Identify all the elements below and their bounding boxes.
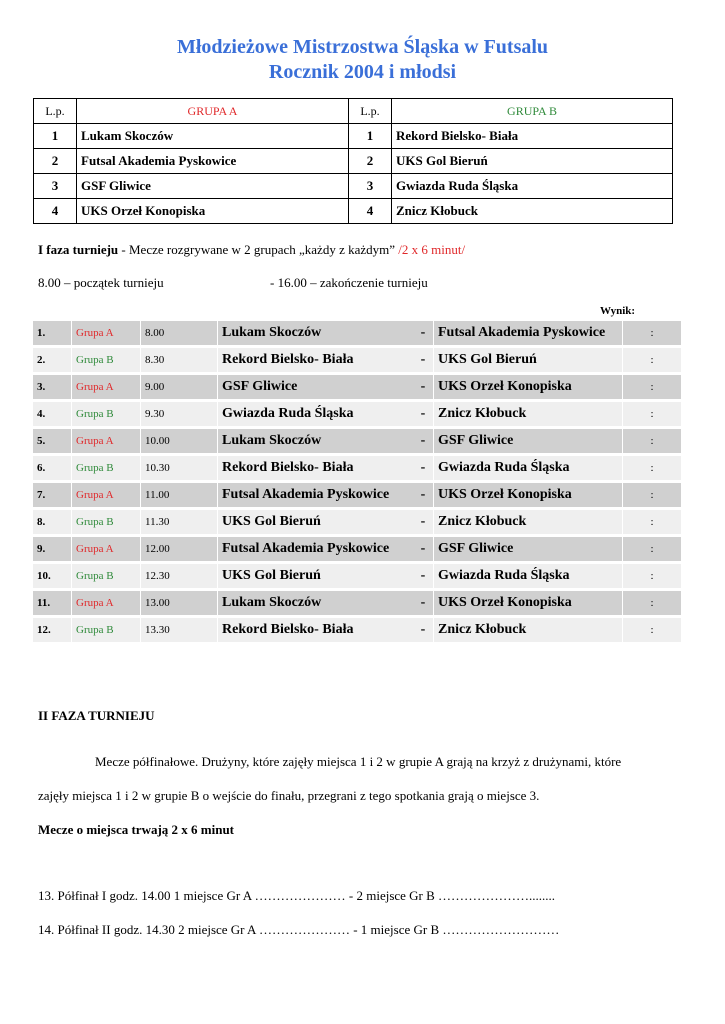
phase2-paragraph-line2: zajęły miejsca 1 i 2 w grupie B o wejście do finału, przegrani z tego spotkania grają o miejsce 3. — [38, 788, 540, 803]
home-team: Lukam Skoczów — [217, 429, 413, 453]
match-time: 11.30 — [140, 510, 217, 534]
match-number: 3. — [33, 375, 71, 399]
group-b-position: 4 — [349, 199, 392, 224]
match-row — [33, 402, 681, 426]
page-title: Młodzieżowe Mistrzostwa Śląska w Futsalu — [176, 36, 549, 58]
match-group: Grupa B — [71, 402, 140, 426]
home-team: Lukam Skoczów — [217, 591, 413, 615]
match-number: 5. — [33, 429, 71, 453]
matches-table — [33, 318, 681, 645]
match-time: 8.30 — [140, 348, 217, 372]
group-a-position: 2 — [34, 149, 77, 174]
match-number: 4. — [33, 402, 71, 426]
away-team: Znicz Kłobuck — [433, 618, 622, 642]
group-b-team: UKS Gol Bieruń — [392, 149, 673, 174]
home-team: GSF Gliwice — [217, 375, 413, 399]
groups-table — [33, 98, 673, 224]
match-dash: - — [413, 402, 433, 426]
match-number: 8. — [33, 510, 71, 534]
match-dash: - — [413, 483, 433, 507]
match-row — [33, 375, 681, 399]
match-score: : — [622, 429, 681, 453]
group-a-team: Lukam Skoczów — [77, 124, 349, 149]
match-time: 10.00 — [140, 429, 217, 453]
match-time: 13.30 — [140, 618, 217, 642]
phase1-duration: /2 x 6 minut/ — [398, 242, 466, 257]
match-dash: - — [413, 564, 433, 588]
match-dash: - — [413, 321, 433, 345]
home-team: UKS Gol Bieruń — [217, 564, 413, 588]
away-team: Znicz Kłobuck — [433, 510, 622, 534]
match-score: : — [622, 537, 681, 561]
match-score: : — [622, 618, 681, 642]
match-row — [33, 348, 681, 372]
home-team: Futsal Akademia Pyskowice — [217, 483, 413, 507]
group-a-team: GSF Gliwice — [77, 174, 349, 199]
match-row — [33, 321, 681, 345]
group-b-header: GRUPA B — [392, 99, 673, 124]
tournament-end: - 16.00 – zakończenie turnieju — [270, 275, 428, 290]
match-score: : — [622, 591, 681, 615]
group-b-position: 1 — [349, 124, 392, 149]
phase2-duration-note: Mecze o miejsca trwają 2 x 6 minut — [38, 822, 235, 837]
away-team: UKS Orzeł Konopiska — [433, 375, 622, 399]
away-team: Gwiazda Ruda Śląska — [433, 456, 622, 480]
group-a-position: 1 — [34, 124, 77, 149]
semifinal-1: 13. Półfinał I godz. 14.00 1 miejsce Gr A ………………… - 2 miejsce Gr B …………………........ — [38, 888, 556, 903]
match-row — [33, 483, 681, 507]
match-group: Grupa B — [71, 618, 140, 642]
match-time: 8.00 — [140, 321, 217, 345]
away-team: GSF Gliwice — [433, 537, 622, 561]
match-group: Grupa A — [71, 537, 140, 561]
lp-header-a: L.p. — [34, 99, 77, 124]
match-number: 7. — [33, 483, 71, 507]
match-dash: - — [413, 375, 433, 399]
match-score: : — [622, 402, 681, 426]
home-team: Gwiazda Ruda Śląska — [217, 402, 413, 426]
match-score: : — [622, 510, 681, 534]
match-row — [33, 591, 681, 615]
group-b-position: 2 — [349, 149, 392, 174]
match-score: : — [622, 348, 681, 372]
away-team: Znicz Kłobuck — [433, 402, 622, 426]
result-header: Wynik: — [600, 305, 636, 317]
match-number: 12. — [33, 618, 71, 642]
match-group: Grupa A — [71, 375, 140, 399]
match-row — [33, 429, 681, 453]
group-a-position: 4 — [34, 199, 77, 224]
match-row — [33, 537, 681, 561]
match-time: 9.30 — [140, 402, 217, 426]
groups-header-row — [34, 99, 673, 124]
match-row — [33, 564, 681, 588]
match-group: Grupa A — [71, 591, 140, 615]
home-team: Futsal Akademia Pyskowice — [217, 537, 413, 561]
match-number: 1. — [33, 321, 71, 345]
group-a-team: UKS Orzeł Konopiska — [77, 199, 349, 224]
groups-row — [34, 174, 673, 199]
away-team: UKS Gol Bieruń — [433, 348, 622, 372]
match-group: Grupa B — [71, 564, 140, 588]
match-dash: - — [413, 618, 433, 642]
match-number: 10. — [33, 564, 71, 588]
home-team: Rekord Bielsko- Biała — [217, 618, 413, 642]
match-number: 6. — [33, 456, 71, 480]
phase2-heading: II FAZA TURNIEJU — [38, 708, 155, 723]
match-score: : — [622, 375, 681, 399]
group-b-team: Rekord Bielsko- Biała — [392, 124, 673, 149]
groups-row — [34, 149, 673, 174]
match-row — [33, 510, 681, 534]
phase1-description — [38, 242, 465, 258]
home-team: Lukam Skoczów — [217, 321, 413, 345]
match-time: 13.00 — [140, 591, 217, 615]
match-group: Grupa B — [71, 348, 140, 372]
away-team: Futsal Akademia Pyskowice — [433, 321, 622, 345]
match-score: : — [622, 483, 681, 507]
match-group: Grupa A — [71, 429, 140, 453]
match-time: 9.00 — [140, 375, 217, 399]
match-number: 9. — [33, 537, 71, 561]
match-time: 12.00 — [140, 537, 217, 561]
match-group: Grupa A — [71, 483, 140, 507]
semifinal-2: 14. Półfinał II godz. 14.30 2 miejsce Gr A ………………… - 1 miejsce Gr B ……………………… — [38, 922, 560, 937]
match-group: Grupa B — [71, 510, 140, 534]
home-team: Rekord Bielsko- Biała — [217, 348, 413, 372]
match-row — [33, 456, 681, 480]
home-team: UKS Gol Bieruń — [217, 510, 413, 534]
phase1-label: I faza turnieju — [38, 242, 119, 257]
groups-row — [34, 199, 673, 224]
away-team: UKS Orzeł Konopiska — [433, 483, 622, 507]
away-team: UKS Orzeł Konopiska — [433, 591, 622, 615]
group-b-position: 3 — [349, 174, 392, 199]
match-dash: - — [413, 429, 433, 453]
match-dash: - — [413, 510, 433, 534]
group-b-team: Gwiazda Ruda Śląska — [392, 174, 673, 199]
group-b-team: Znicz Kłobuck — [392, 199, 673, 224]
away-team: GSF Gliwice — [433, 429, 622, 453]
away-team: Gwiazda Ruda Śląska — [433, 564, 622, 588]
match-dash: - — [413, 348, 433, 372]
page-subtitle: Rocznik 2004 i młodsi — [268, 61, 457, 83]
match-time: 10.30 — [140, 456, 217, 480]
group-a-team: Futsal Akademia Pyskowice — [77, 149, 349, 174]
match-score: : — [622, 456, 681, 480]
match-group: Grupa A — [71, 321, 140, 345]
tournament-start: 8.00 – początek turnieju — [38, 275, 164, 290]
match-time: 12.30 — [140, 564, 217, 588]
match-dash: - — [413, 537, 433, 561]
match-number: 2. — [33, 348, 71, 372]
home-team: Rekord Bielsko- Biała — [217, 456, 413, 480]
match-score: : — [622, 564, 681, 588]
match-dash: - — [413, 591, 433, 615]
phase2-paragraph-line1: Mecze półfinałowe. Drużyny, które zajęły miejsca 1 i 2 w grupie A grają na krzyż z drużynami, które — [95, 754, 622, 769]
match-number: 11. — [33, 591, 71, 615]
match-group: Grupa B — [71, 456, 140, 480]
lp-header-b: L.p. — [349, 99, 392, 124]
groups-row — [34, 124, 673, 149]
phase1-desc: - Mecze rozgrywane w 2 grupach „każdy z każdym” — [118, 242, 399, 257]
match-score: : — [622, 321, 681, 345]
group-a-header: GRUPA A — [77, 99, 349, 124]
match-dash: - — [413, 456, 433, 480]
match-time: 11.00 — [140, 483, 217, 507]
group-a-position: 3 — [34, 174, 77, 199]
match-row — [33, 618, 681, 642]
